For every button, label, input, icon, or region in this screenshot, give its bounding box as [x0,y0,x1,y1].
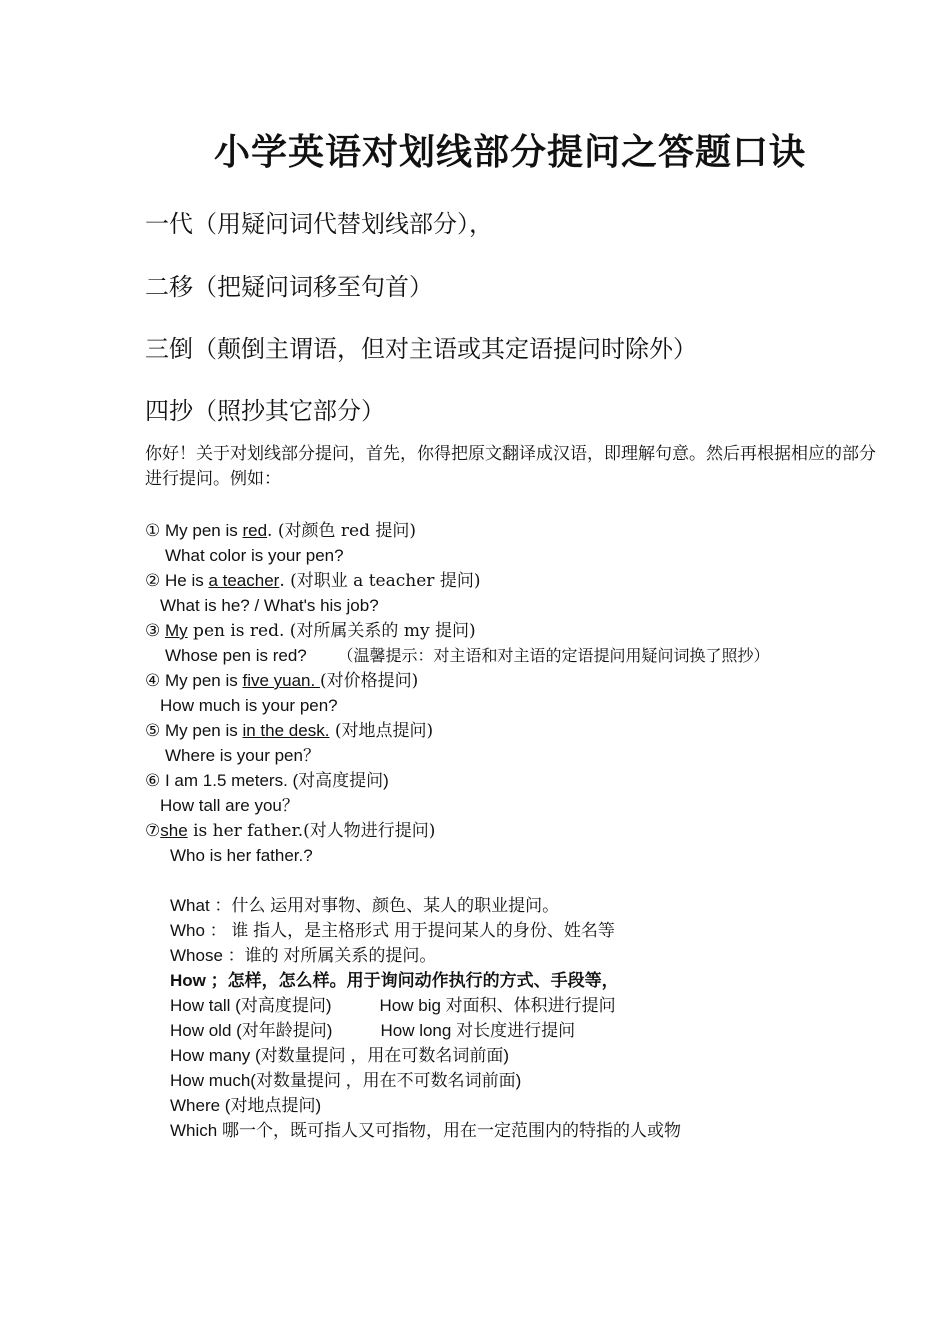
underlined-part: red [242,521,268,540]
example-text: I am 1.5 meters. (对高度提问) [164,771,389,790]
example-text: My pen is [164,521,243,540]
example-question [145,768,925,793]
example-question [145,668,925,693]
underlined-part: My [164,621,188,640]
example-question [145,818,925,843]
word-whose: Whose ：谁的 对所属关系的提问。 [170,946,437,965]
example-answer: What color is your pen? [165,546,344,565]
example-note: is her father.(对人物进行提问) [187,821,436,841]
word-how-big: How big 对面积、体积进行提问 [379,996,616,1015]
example-answer: Where is your pen？ [165,746,320,765]
example-note: (对价格提问) [319,671,419,691]
example-answer: Who is her father.? [170,846,313,865]
underlined-part: five yuan. [242,671,320,690]
example-note: . (对颜色 red 提问) [267,521,416,541]
example-answer: What is he? / What's his job? [160,596,379,615]
rule-2: 二移（把疑问词移至句首） [145,273,433,301]
example-number: ② [145,571,161,590]
example-number: ⑥ [145,771,161,790]
tip-note: （温馨提示：对主语和对主语的定语提问用疑问词换了照抄） [337,646,770,665]
example-note: pen is red. (对所属关系的 my 提问) [187,621,476,641]
rule-3: 三倒（颠倒主谓语，但对主语或其定语提问时除外） [145,335,697,363]
example-text: My pen is [164,721,243,740]
example-number: ④ [145,671,161,690]
example-answer [145,643,925,668]
intro-paragraph: 你好！关于对划线部分提问，首先，你得把原文翻译成汉语，即理解句意。然后再根据相应的部分进行提问。例如： [145,444,876,489]
word-how-long: How long 对长度进行提问 [380,1021,576,1040]
example-number: ① [145,521,161,540]
word-how-old-long [145,1018,925,1043]
page-title: 小学英语对划线部分提问之答题口诀 [213,131,806,173]
example-number: ⑦ [145,821,161,840]
example-note: . (对职业 a teacher 提问) [279,571,481,591]
example-answer-text: Whose pen is red? [165,646,307,665]
word-who: Who ： 谁 指人，是主格形式 用于提问某人的身份、姓名等 [170,921,615,940]
example-number: ③ [145,621,161,640]
example-answer: How tall are you？ [160,796,299,815]
rule-1: 一代（用疑问词代替划线部分）， [145,210,493,238]
example-question [145,518,925,543]
underlined-part: she [160,821,188,840]
example-number: ⑤ [145,721,161,740]
underlined-part: in the desk. [242,721,330,740]
word-what: What ：什么 运用对事物、颜色、某人的职业提问。 [170,896,560,915]
word-how-old: How old (对年龄提问) [170,1021,333,1040]
underlined-part: a teacher [208,571,280,590]
word-how: How ；怎样，怎么样。用于询问动作执行的方式、手段等， [170,971,619,990]
example-question [145,568,925,593]
rule-4: 四抄（照抄其它部分） [145,397,385,425]
example-question [145,618,925,643]
word-which: Which 哪一个，既可指人又可指物，用在一定范围内的特指的人或物 [170,1121,681,1140]
word-how-tall: How tall (对高度提问) [170,996,332,1015]
word-how-many: How many (对数量提问 ，用在可数名词前面) [170,1046,510,1065]
word-where: Where (对地点提问) [170,1096,322,1115]
example-answer: How much is your pen? [160,696,338,715]
example-text: He is [164,571,209,590]
example-text: My pen is [164,671,243,690]
word-how-much: How much(对数量提问 ，用在不可数名词前面) [170,1071,522,1090]
word-how-tall-big [145,993,925,1018]
example-question [145,718,925,743]
examples-block [145,518,925,1143]
example-note: (对地点提问) [329,721,434,741]
spacer [145,868,925,893]
